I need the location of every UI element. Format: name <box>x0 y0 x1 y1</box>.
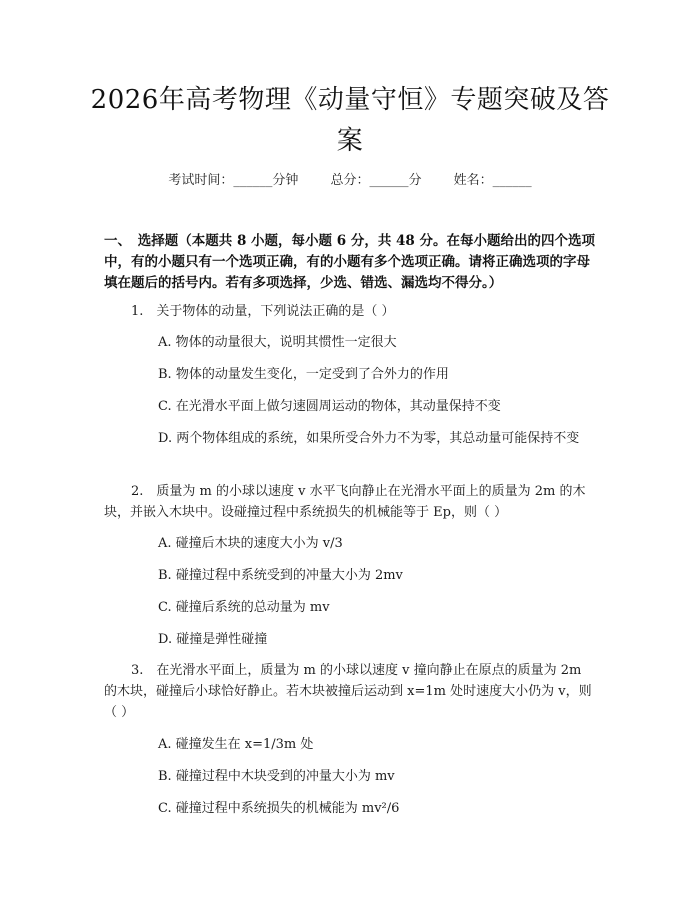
question-2-option-d: D. 碰撞是弹性碰撞 <box>158 632 268 647</box>
exam-info-line <box>0 169 700 188</box>
question-1-option-d: D. 两个物体组成的系统，如果所受合外力不为零，其总动量可能保持不变 <box>158 431 580 446</box>
question-2-stem: 2. 质量为 m 的小球以速度 v 水平飞向静止在光滑水平面上的质量为 2m 的木块，并嵌入木块中。设碰撞过程中系统损失的机械能等于 Ep，则（ ） <box>104 484 586 520</box>
question-3-stem: 3. 在光滑水平面上，质量为 m 的小球以速度 v 撞向静止在原点的质量为 2m 的木块，碰撞后小球恰好静止。若木块被撞后运动到 x=1m 处时速度大小仍为 v，则（ ） <box>104 663 592 720</box>
question-1-stem: 1. 关于物体的动量，下列说法正确的是（ ） <box>131 304 395 319</box>
question-3-option-b: B. 碰撞过程中木块受到的冲量大小为 mv <box>158 769 395 784</box>
question-2-option-a: A. 碰撞后木块的速度大小为 v/3 <box>158 536 343 551</box>
exam-time-field: 考试时间：______分钟 <box>168 173 299 188</box>
section-heading: 一、 选择题（本题共 8 小题，每小题 6 分，共 48 分。在每小题给出的四个选项中，有的小题只有一个选项正确，有的小题有多个选项正确。请将正确选项的字母填在题后的括号内。若有多项选择，少选、错选、漏选均不得分。） <box>104 233 596 291</box>
page-title: 2026年高考物理《动量守恒》专题突破及答案 <box>90 85 610 156</box>
question-1-option-b: B. 物体的动量发生变化，一定受到了合外力的作用 <box>158 367 449 382</box>
question-1-option-c: C. 在光滑水平面上做匀速圆周运动的物体，其动量保持不变 <box>158 399 501 414</box>
exam-name-field: 姓名：______ <box>453 173 532 188</box>
question-3-option-c: C. 碰撞过程中系统损失的机械能为 mv²/6 <box>158 801 400 816</box>
exam-score-field: 总分：______分 <box>330 173 422 188</box>
question-1-option-a: A. 物体的动量很大，说明其惯性一定很大 <box>158 335 397 350</box>
question-3-option-a: A. 碰撞发生在 x=1/3m 处 <box>158 737 314 752</box>
question-2-option-b: B. 碰撞过程中系统受到的冲量大小为 2mv <box>158 568 403 583</box>
question-2-option-c: C. 碰撞后系统的总动量为 mv <box>158 600 330 615</box>
